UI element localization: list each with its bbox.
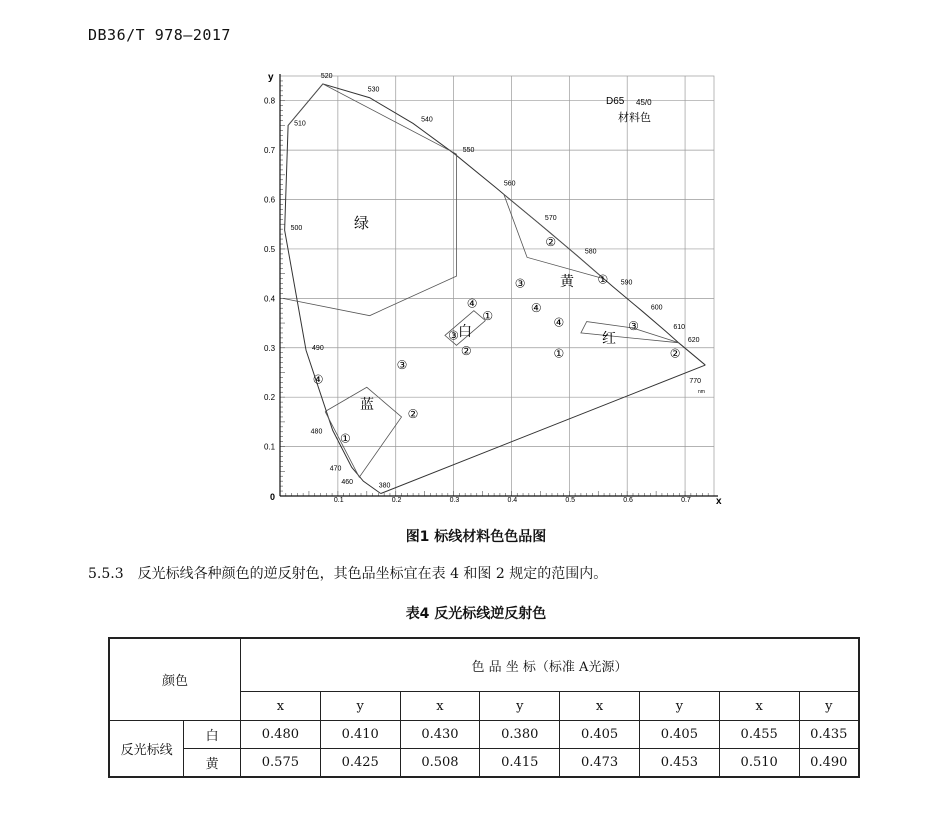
x-axis-label: x	[716, 496, 722, 507]
wavelength-label: 460	[341, 479, 354, 487]
vertex-marker: ④	[312, 372, 324, 387]
value-cell: 0.455	[719, 721, 799, 749]
y-tick-label: 0.1	[264, 442, 276, 452]
wavelength-label: 580	[584, 248, 597, 256]
value-cell: 0.405	[639, 721, 719, 749]
table-row	[109, 749, 859, 778]
coord-header: 色 品 坐 标（标准 A光源）	[240, 638, 859, 692]
diagram-labels	[310, 235, 681, 446]
illuminant-label: D65	[606, 96, 625, 107]
vertex-marker: ④	[466, 296, 478, 311]
value-cell: 0.480	[240, 721, 320, 749]
clause-5-5-3	[88, 563, 607, 583]
sub-header-y: y	[639, 692, 719, 721]
wavelength-label: 490	[312, 345, 324, 353]
y-tick-label: 0.8	[264, 96, 276, 106]
region-label-yellow: 黄	[560, 273, 574, 289]
value-cell: 0.510	[719, 749, 799, 778]
value-cell: 0.430	[400, 721, 480, 749]
material-label: 材料色	[618, 112, 651, 124]
wavelength-label: 470	[329, 465, 342, 473]
table-caption: 表4 反光标线逆反射色	[405, 606, 547, 622]
sub-header-y: y	[799, 692, 859, 721]
table-row	[109, 721, 859, 749]
wavelength-label: 500	[290, 225, 303, 233]
wavelength-label: 610	[673, 323, 686, 331]
geometry-label: 45/0	[636, 98, 652, 107]
value-cell: 0.415	[480, 749, 560, 778]
value-cell: 0.490	[799, 749, 859, 778]
sub-header-x: x	[240, 692, 320, 721]
chromaticity-diagram	[262, 68, 732, 518]
wavelength-label: 380	[378, 482, 391, 490]
value-cell: 0.435	[799, 721, 859, 749]
vertex-marker: ②	[407, 406, 419, 421]
color-header: 颜色	[109, 638, 240, 721]
wavelength-label: 620	[687, 336, 700, 344]
sub-header-x: x	[560, 692, 640, 721]
vertex-marker: ④	[553, 315, 565, 330]
region-label-red: 红	[602, 330, 616, 346]
wavelength-label: 550	[462, 147, 475, 155]
vertex-marker: ①	[482, 309, 494, 324]
x-tick-label: 0.7	[681, 497, 691, 504]
x-tick-label: 0.4	[507, 497, 518, 504]
vertex-marker: ②	[460, 344, 472, 359]
wavelength-label: 530	[367, 86, 380, 94]
sub-header-y: y	[480, 692, 560, 721]
origin-label: 0	[270, 492, 276, 502]
wavelength-label: 560	[503, 180, 516, 188]
x-tick-label: 0.3	[449, 497, 460, 504]
sub-header-y: y	[320, 692, 400, 721]
row-group-label: 反光标线	[109, 721, 184, 778]
wavelength-label: 770	[689, 378, 702, 386]
value-cell: 0.410	[320, 721, 400, 749]
x-tick-label: 0.1	[333, 497, 344, 504]
value-cell: 0.575	[240, 749, 320, 778]
value-cell: 0.405	[560, 721, 640, 749]
vertex-marker: ③	[514, 276, 526, 291]
sub-header-x: x	[719, 692, 799, 721]
chromaticity-table	[108, 637, 860, 778]
x-tick-label: 0.5	[565, 497, 576, 504]
region-label-white: 白	[458, 323, 472, 339]
y-tick-label: 0.7	[264, 146, 276, 156]
wavelength-label: 570	[544, 214, 557, 222]
vertex-marker: ③	[396, 358, 408, 373]
vertex-marker: ②	[545, 235, 557, 250]
color-cell: 黄	[184, 749, 241, 778]
spectral-locus	[285, 73, 706, 494]
y-axis-label: y	[268, 72, 274, 83]
value-cell: 0.380	[480, 721, 560, 749]
nm-unit-label: nm	[698, 389, 705, 395]
y-tick-label: 0.4	[264, 294, 276, 304]
vertex-marker: ②	[669, 346, 681, 361]
value-cell: 0.508	[400, 749, 480, 778]
vertex-marker: ③	[628, 319, 639, 334]
document-code: DB36/T 978—2017	[88, 26, 231, 44]
wavelength-label: 600	[650, 304, 663, 312]
sub-header-x: x	[400, 692, 480, 721]
y-tick-label: 0.5	[264, 244, 276, 254]
region-label-green: 绿	[354, 215, 370, 232]
vertex-marker: ③	[448, 328, 459, 343]
vertex-marker: ④	[530, 300, 542, 315]
y-tick-label: 0.3	[264, 343, 276, 353]
wavelength-label: 480	[310, 428, 323, 436]
x-tick-label: 0.2	[391, 497, 402, 504]
vertex-marker: ①	[553, 346, 565, 361]
wavelength-label: 510	[294, 120, 306, 128]
color-cell: 白	[184, 721, 241, 749]
vertex-marker: ①	[339, 431, 351, 446]
y-tick-label: 0.2	[264, 393, 276, 403]
value-cell: 0.425	[320, 749, 400, 778]
clause-text: 反光标线各种颜色的逆反射色，其色品坐标宜在表 4 和图 2 规定的范围内。	[137, 566, 608, 582]
x-tick-label: 0.6	[623, 497, 633, 504]
clause-number: 5.5.3	[88, 566, 124, 582]
axes	[264, 72, 722, 507]
wavelength-label: 520	[320, 72, 333, 80]
vertex-marker: ①	[597, 272, 609, 287]
wavelength-label: 540	[421, 116, 433, 124]
wavelength-label: 590	[620, 279, 633, 287]
value-cell: 0.473	[560, 749, 640, 778]
y-tick-label: 0.6	[264, 195, 276, 205]
region-label-blue: 蓝	[360, 396, 374, 412]
value-cell: 0.453	[639, 749, 719, 778]
figure-caption: 图1 标线材料色色品图	[405, 529, 547, 545]
purple-line	[378, 365, 706, 493]
